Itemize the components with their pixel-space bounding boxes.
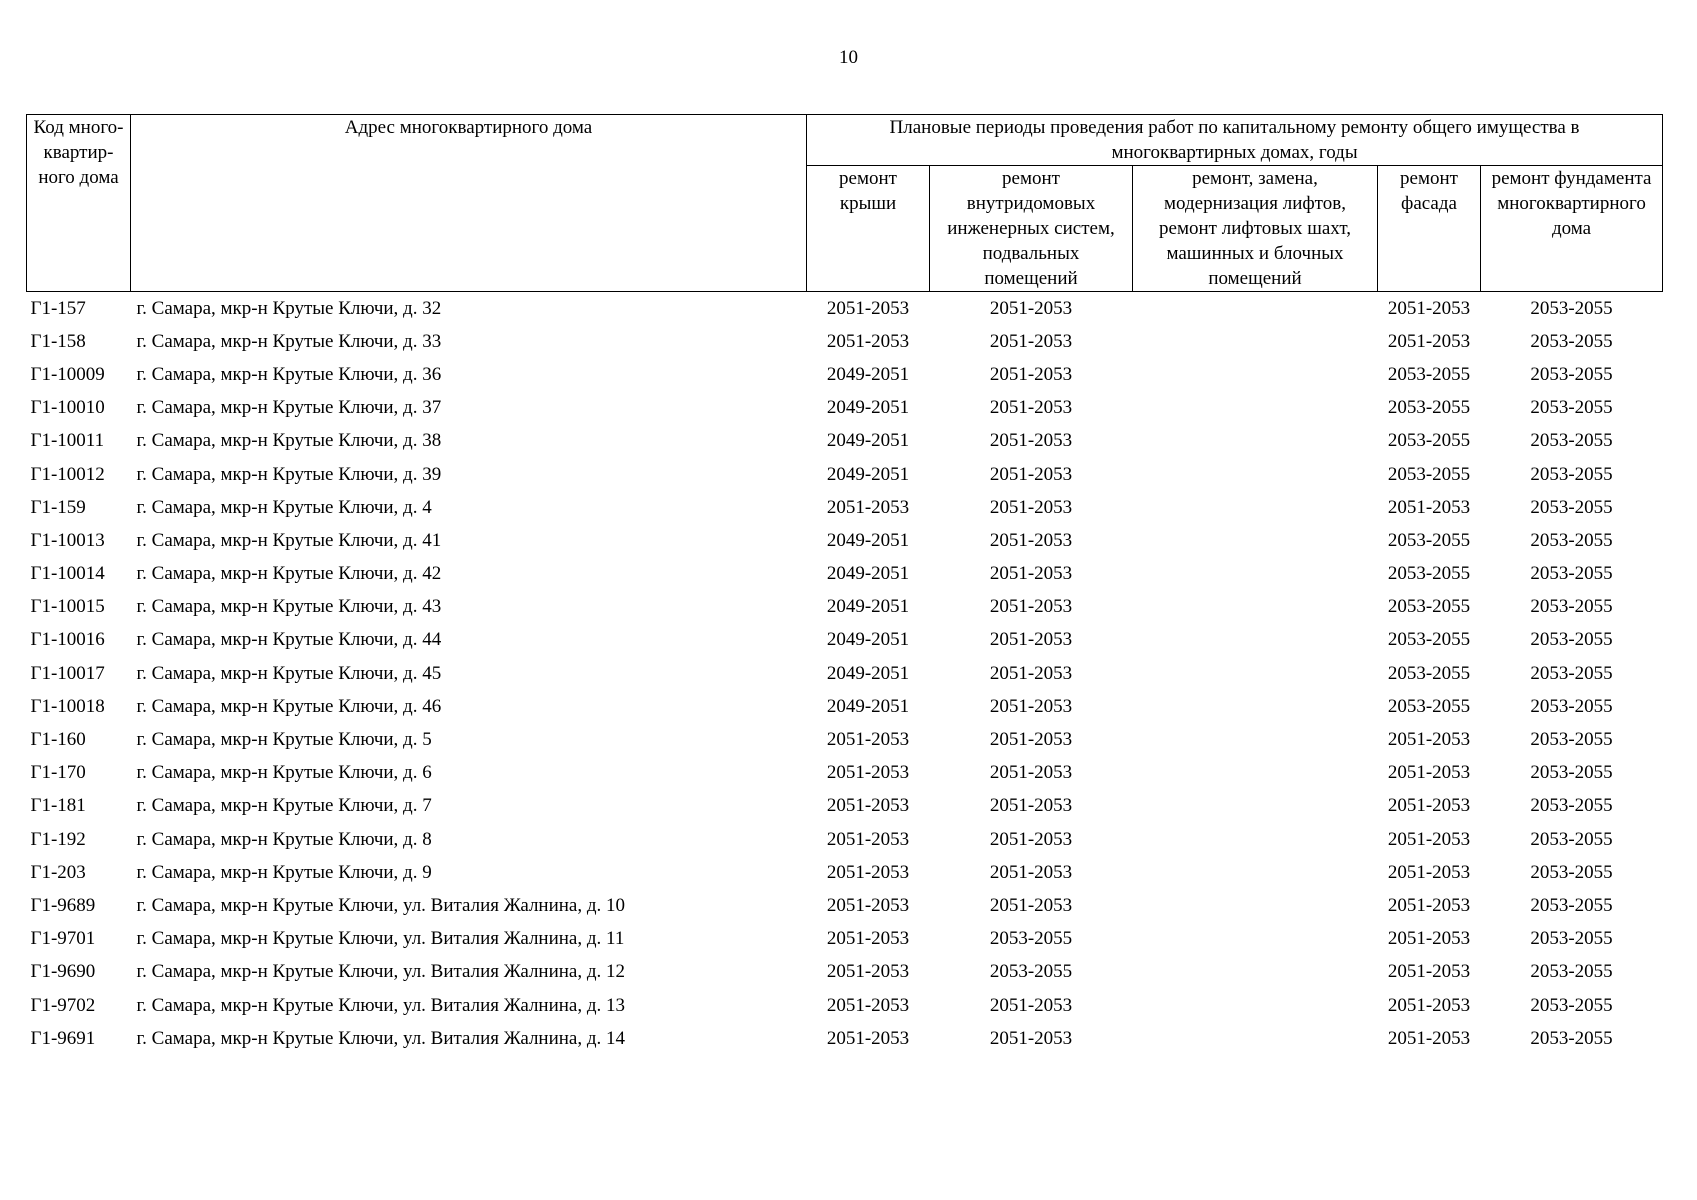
cell-lifts-period xyxy=(1133,524,1378,557)
cell-address: г. Самара, мкр-н Крутые Ключи, д. 45 xyxy=(136,662,442,684)
cell-roof-period: 2051-2053 xyxy=(826,961,910,983)
cell-roof-period: 2051-2053 xyxy=(826,928,910,950)
cell-foundation-period: 2053-2055 xyxy=(1530,762,1613,784)
cell-foundation-period: 2053-2055 xyxy=(1530,861,1613,883)
cell-roof-period: 2049-2051 xyxy=(826,529,910,551)
table-row xyxy=(27,856,1663,889)
cell-engineering-period: 2051-2053 xyxy=(989,496,1073,518)
cell-house-code: Г1-181 xyxy=(30,795,86,817)
cell-engineering-period: 2051-2053 xyxy=(989,729,1073,751)
cell-lifts-period xyxy=(1133,458,1378,491)
cell-facade-period: 2051-2053 xyxy=(1387,496,1471,518)
cell-foundation-period: 2053-2055 xyxy=(1530,662,1613,684)
cell-facade-period: 2051-2053 xyxy=(1387,1027,1471,1049)
cell-roof-period: 2049-2051 xyxy=(826,596,910,618)
cell-engineering-period: 2051-2053 xyxy=(989,828,1073,850)
cell-foundation-period: 2053-2055 xyxy=(1530,330,1613,352)
cell-address: г. Самара, мкр-н Крутые Ключи, д. 42 xyxy=(136,563,442,585)
cell-lifts-period xyxy=(1133,558,1378,591)
cell-facade-period: 2053-2055 xyxy=(1387,363,1471,385)
cell-lifts-period xyxy=(1133,723,1378,756)
cell-roof-period: 2051-2053 xyxy=(826,1027,910,1049)
cell-facade-period: 2053-2055 xyxy=(1387,397,1471,419)
cell-house-code: Г1-10013 xyxy=(30,529,105,551)
cell-foundation-period: 2053-2055 xyxy=(1530,928,1613,950)
cell-house-code: Г1-9691 xyxy=(30,1027,96,1049)
header-roof-repair: ремонт крыши xyxy=(807,166,930,292)
cell-address: г. Самара, мкр-н Крутые Ключи, д. 39 xyxy=(136,463,442,485)
cell-address: г. Самара, мкр-н Крутые Ключи, д. 46 xyxy=(136,695,442,717)
cell-house-code: Г1-10011 xyxy=(30,430,105,452)
cell-engineering-period: 2051-2053 xyxy=(989,662,1073,684)
cell-foundation-period: 2053-2055 xyxy=(1530,596,1613,618)
cell-lifts-period xyxy=(1133,491,1378,524)
table-row xyxy=(27,956,1663,989)
cell-roof-period: 2051-2053 xyxy=(826,729,910,751)
cell-engineering-period: 2051-2053 xyxy=(989,629,1073,651)
cell-engineering-period: 2051-2053 xyxy=(989,762,1073,784)
cell-roof-period: 2049-2051 xyxy=(826,662,910,684)
table-row xyxy=(27,823,1663,856)
cell-roof-period: 2049-2051 xyxy=(826,430,910,452)
cell-facade-period: 2051-2053 xyxy=(1387,961,1471,983)
cell-facade-period: 2051-2053 xyxy=(1387,861,1471,883)
cell-facade-period: 2051-2053 xyxy=(1387,297,1471,319)
cell-engineering-period: 2051-2053 xyxy=(989,529,1073,551)
cell-lifts-period xyxy=(1133,856,1378,889)
cell-address: г. Самара, мкр-н Крутые Ключи, д. 32 xyxy=(136,297,442,319)
table-row xyxy=(27,989,1663,1022)
cell-engineering-period: 2053-2055 xyxy=(989,961,1073,983)
cell-house-code: Г1-10014 xyxy=(30,563,105,585)
cell-lifts-period xyxy=(1133,292,1378,326)
table-header xyxy=(27,115,1663,292)
cell-foundation-period: 2053-2055 xyxy=(1530,795,1613,817)
header-engineering-repair: ремонт внутридомовых инженерных систем, подвальных помещений xyxy=(930,166,1133,292)
table-row xyxy=(27,425,1663,458)
cell-foundation-period: 2053-2055 xyxy=(1530,629,1613,651)
cell-foundation-period: 2053-2055 xyxy=(1530,297,1613,319)
cell-address: г. Самара, мкр-н Крутые Ключи, ул. Виталия Жалнина, д. 13 xyxy=(136,994,626,1016)
cell-house-code: Г1-160 xyxy=(30,729,86,751)
cell-engineering-period: 2051-2053 xyxy=(989,861,1073,883)
table-row xyxy=(27,923,1663,956)
cell-engineering-period: 2051-2053 xyxy=(989,894,1073,916)
cell-address: г. Самара, мкр-н Крутые Ключи, д. 41 xyxy=(136,529,442,551)
cell-lifts-period xyxy=(1133,923,1378,956)
table-row xyxy=(27,392,1663,425)
cell-address: г. Самара, мкр-н Крутые Ключи, д. 38 xyxy=(136,430,442,452)
cell-engineering-period: 2051-2053 xyxy=(989,596,1073,618)
cell-facade-period: 2053-2055 xyxy=(1387,529,1471,551)
header-house-code: Код много- квартир- ного дома xyxy=(27,115,131,292)
cell-address: г. Самара, мкр-н Крутые Ключи, ул. Виталия Жалнина, д. 10 xyxy=(136,894,626,916)
cell-facade-period: 2051-2053 xyxy=(1387,828,1471,850)
table-row xyxy=(27,558,1663,591)
cell-roof-period: 2049-2051 xyxy=(826,463,910,485)
cell-facade-period: 2051-2053 xyxy=(1387,795,1471,817)
cell-roof-period: 2051-2053 xyxy=(826,297,910,319)
table-row xyxy=(27,624,1663,657)
table-row xyxy=(27,458,1663,491)
cell-engineering-period: 2051-2053 xyxy=(989,297,1073,319)
cell-lifts-period xyxy=(1133,624,1378,657)
cell-roof-period: 2049-2051 xyxy=(826,629,910,651)
cell-facade-period: 2053-2055 xyxy=(1387,463,1471,485)
cell-foundation-period: 2053-2055 xyxy=(1530,828,1613,850)
cell-roof-period: 2051-2053 xyxy=(826,330,910,352)
cell-address: г. Самара, мкр-н Крутые Ключи, ул. Виталия Жалнина, д. 14 xyxy=(136,1027,626,1049)
cell-house-code: Г1-9690 xyxy=(30,961,96,983)
cell-facade-period: 2053-2055 xyxy=(1387,563,1471,585)
cell-foundation-period: 2053-2055 xyxy=(1530,894,1613,916)
cell-foundation-period: 2053-2055 xyxy=(1530,496,1613,518)
cell-engineering-period: 2051-2053 xyxy=(989,363,1073,385)
table-row xyxy=(27,591,1663,624)
cell-lifts-period xyxy=(1133,425,1378,458)
table-row xyxy=(27,690,1663,723)
cell-house-code: Г1-203 xyxy=(30,861,86,883)
cell-foundation-period: 2053-2055 xyxy=(1530,1027,1613,1049)
cell-foundation-period: 2053-2055 xyxy=(1530,563,1613,585)
cell-house-code: Г1-10009 xyxy=(30,363,105,385)
page-number: 10 xyxy=(839,47,858,68)
cell-house-code: Г1-9701 xyxy=(30,928,96,950)
cell-facade-period: 2051-2053 xyxy=(1387,762,1471,784)
cell-lifts-period xyxy=(1133,591,1378,624)
cell-lifts-period xyxy=(1133,889,1378,922)
table-body xyxy=(27,292,1663,1056)
cell-house-code: Г1-10016 xyxy=(30,629,105,651)
cell-house-code: Г1-159 xyxy=(30,496,86,518)
table-row xyxy=(27,790,1663,823)
cell-roof-period: 2051-2053 xyxy=(826,795,910,817)
cell-lifts-period xyxy=(1133,1022,1378,1055)
cell-house-code: Г1-10010 xyxy=(30,397,105,419)
cell-engineering-period: 2051-2053 xyxy=(989,463,1073,485)
header-planned-periods: Плановые периоды проведения работ по капитальному ремонту общего имущества в многоквартирных домах, годы xyxy=(807,115,1663,166)
cell-facade-period: 2053-2055 xyxy=(1387,662,1471,684)
cell-foundation-period: 2053-2055 xyxy=(1530,994,1613,1016)
cell-foundation-period: 2053-2055 xyxy=(1530,961,1613,983)
cell-house-code: Г1-10017 xyxy=(30,662,105,684)
cell-house-code: Г1-10012 xyxy=(30,463,105,485)
cell-facade-period: 2051-2053 xyxy=(1387,729,1471,751)
cell-house-code: Г1-170 xyxy=(30,762,86,784)
cell-house-code: Г1-192 xyxy=(30,828,86,850)
cell-lifts-period xyxy=(1133,657,1378,690)
cell-foundation-period: 2053-2055 xyxy=(1530,463,1613,485)
table-row xyxy=(27,524,1663,557)
cell-foundation-period: 2053-2055 xyxy=(1530,695,1613,717)
cell-address: г. Самара, мкр-н Крутые Ключи, д. 4 xyxy=(136,496,432,518)
table-row xyxy=(27,723,1663,756)
cell-lifts-period xyxy=(1133,823,1378,856)
cell-lifts-period xyxy=(1133,325,1378,358)
cell-foundation-period: 2053-2055 xyxy=(1530,529,1613,551)
header-facade-repair: ремонт фасада xyxy=(1378,166,1481,292)
cell-house-code: Г1-10015 xyxy=(30,596,105,618)
cell-address: г. Самара, мкр-н Крутые Ключи, д. 36 xyxy=(136,363,442,385)
cell-lifts-period xyxy=(1133,956,1378,989)
cell-engineering-period: 2051-2053 xyxy=(989,563,1073,585)
cell-address: г. Самара, мкр-н Крутые Ключи, д. 33 xyxy=(136,330,442,352)
header-lift-repair: ремонт, замена, модернизация лифтов, ремонт лифтовых шахт, машинных и блочных помещений xyxy=(1133,166,1378,292)
table-row xyxy=(27,657,1663,690)
cell-facade-period: 2053-2055 xyxy=(1387,695,1471,717)
cell-address: г. Самара, мкр-н Крутые Ключи, ул. Виталия Жалнина, д. 12 xyxy=(136,961,626,983)
cell-facade-period: 2051-2053 xyxy=(1387,994,1471,1016)
cell-address: г. Самара, мкр-н Крутые Ключи, д. 44 xyxy=(136,629,442,651)
cell-address: г. Самара, мкр-н Крутые Ключи, д. 8 xyxy=(136,828,432,850)
cell-engineering-period: 2051-2053 xyxy=(989,330,1073,352)
cell-facade-period: 2051-2053 xyxy=(1387,928,1471,950)
cell-roof-period: 2051-2053 xyxy=(826,828,910,850)
cell-roof-period: 2049-2051 xyxy=(826,695,910,717)
cell-engineering-period: 2051-2053 xyxy=(989,1027,1073,1049)
cell-address: г. Самара, мкр-н Крутые Ключи, д. 43 xyxy=(136,596,442,618)
cell-house-code: Г1-10018 xyxy=(30,695,105,717)
cell-engineering-period: 2051-2053 xyxy=(989,795,1073,817)
table-row xyxy=(27,325,1663,358)
cell-address: г. Самара, мкр-н Крутые Ключи, ул. Виталия Жалнина, д. 11 xyxy=(136,928,625,950)
cell-address: г. Самара, мкр-н Крутые Ключи, д. 9 xyxy=(136,861,432,883)
cell-roof-period: 2051-2053 xyxy=(826,994,910,1016)
cell-foundation-period: 2053-2055 xyxy=(1530,430,1613,452)
cell-house-code: Г1-9689 xyxy=(30,894,96,916)
cell-house-code: Г1-9702 xyxy=(30,994,96,1016)
table-row xyxy=(27,1022,1663,1055)
capital-repair-table xyxy=(26,114,1663,1055)
cell-roof-period: 2049-2051 xyxy=(826,363,910,385)
cell-facade-period: 2051-2053 xyxy=(1387,330,1471,352)
cell-engineering-period: 2051-2053 xyxy=(989,994,1073,1016)
cell-lifts-period xyxy=(1133,690,1378,723)
cell-lifts-period xyxy=(1133,989,1378,1022)
table-row xyxy=(27,292,1663,326)
table-row xyxy=(27,491,1663,524)
cell-roof-period: 2049-2051 xyxy=(826,563,910,585)
cell-engineering-period: 2051-2053 xyxy=(989,695,1073,717)
table-row xyxy=(27,757,1663,790)
cell-engineering-period: 2051-2053 xyxy=(989,397,1073,419)
cell-lifts-period xyxy=(1133,358,1378,391)
cell-roof-period: 2051-2053 xyxy=(826,762,910,784)
cell-engineering-period: 2051-2053 xyxy=(989,430,1073,452)
cell-lifts-period xyxy=(1133,392,1378,425)
cell-roof-period: 2051-2053 xyxy=(826,496,910,518)
cell-house-code: Г1-158 xyxy=(30,330,86,352)
cell-facade-period: 2053-2055 xyxy=(1387,629,1471,651)
table-row xyxy=(27,358,1663,391)
cell-foundation-period: 2053-2055 xyxy=(1530,397,1613,419)
cell-address: г. Самара, мкр-н Крутые Ключи, д. 7 xyxy=(136,795,432,817)
header-foundation-repair: ремонт фундамента многоквартирного дома xyxy=(1481,166,1663,292)
cell-lifts-period xyxy=(1133,790,1378,823)
table-row xyxy=(27,889,1663,922)
cell-foundation-period: 2053-2055 xyxy=(1530,729,1613,751)
cell-house-code: Г1-157 xyxy=(30,297,86,319)
header-address: Адрес многоквартирного дома xyxy=(131,115,807,292)
cell-address: г. Самара, мкр-н Крутые Ключи, д. 6 xyxy=(136,762,432,784)
cell-facade-period: 2051-2053 xyxy=(1387,894,1471,916)
cell-engineering-period: 2053-2055 xyxy=(989,928,1073,950)
cell-roof-period: 2049-2051 xyxy=(826,397,910,419)
cell-roof-period: 2051-2053 xyxy=(826,894,910,916)
cell-address: г. Самара, мкр-н Крутые Ключи, д. 5 xyxy=(136,729,432,751)
cell-address: г. Самара, мкр-н Крутые Ключи, д. 37 xyxy=(136,397,442,419)
cell-facade-period: 2053-2055 xyxy=(1387,596,1471,618)
cell-roof-period: 2051-2053 xyxy=(826,861,910,883)
cell-foundation-period: 2053-2055 xyxy=(1530,363,1613,385)
cell-lifts-period xyxy=(1133,757,1378,790)
cell-facade-period: 2053-2055 xyxy=(1387,430,1471,452)
